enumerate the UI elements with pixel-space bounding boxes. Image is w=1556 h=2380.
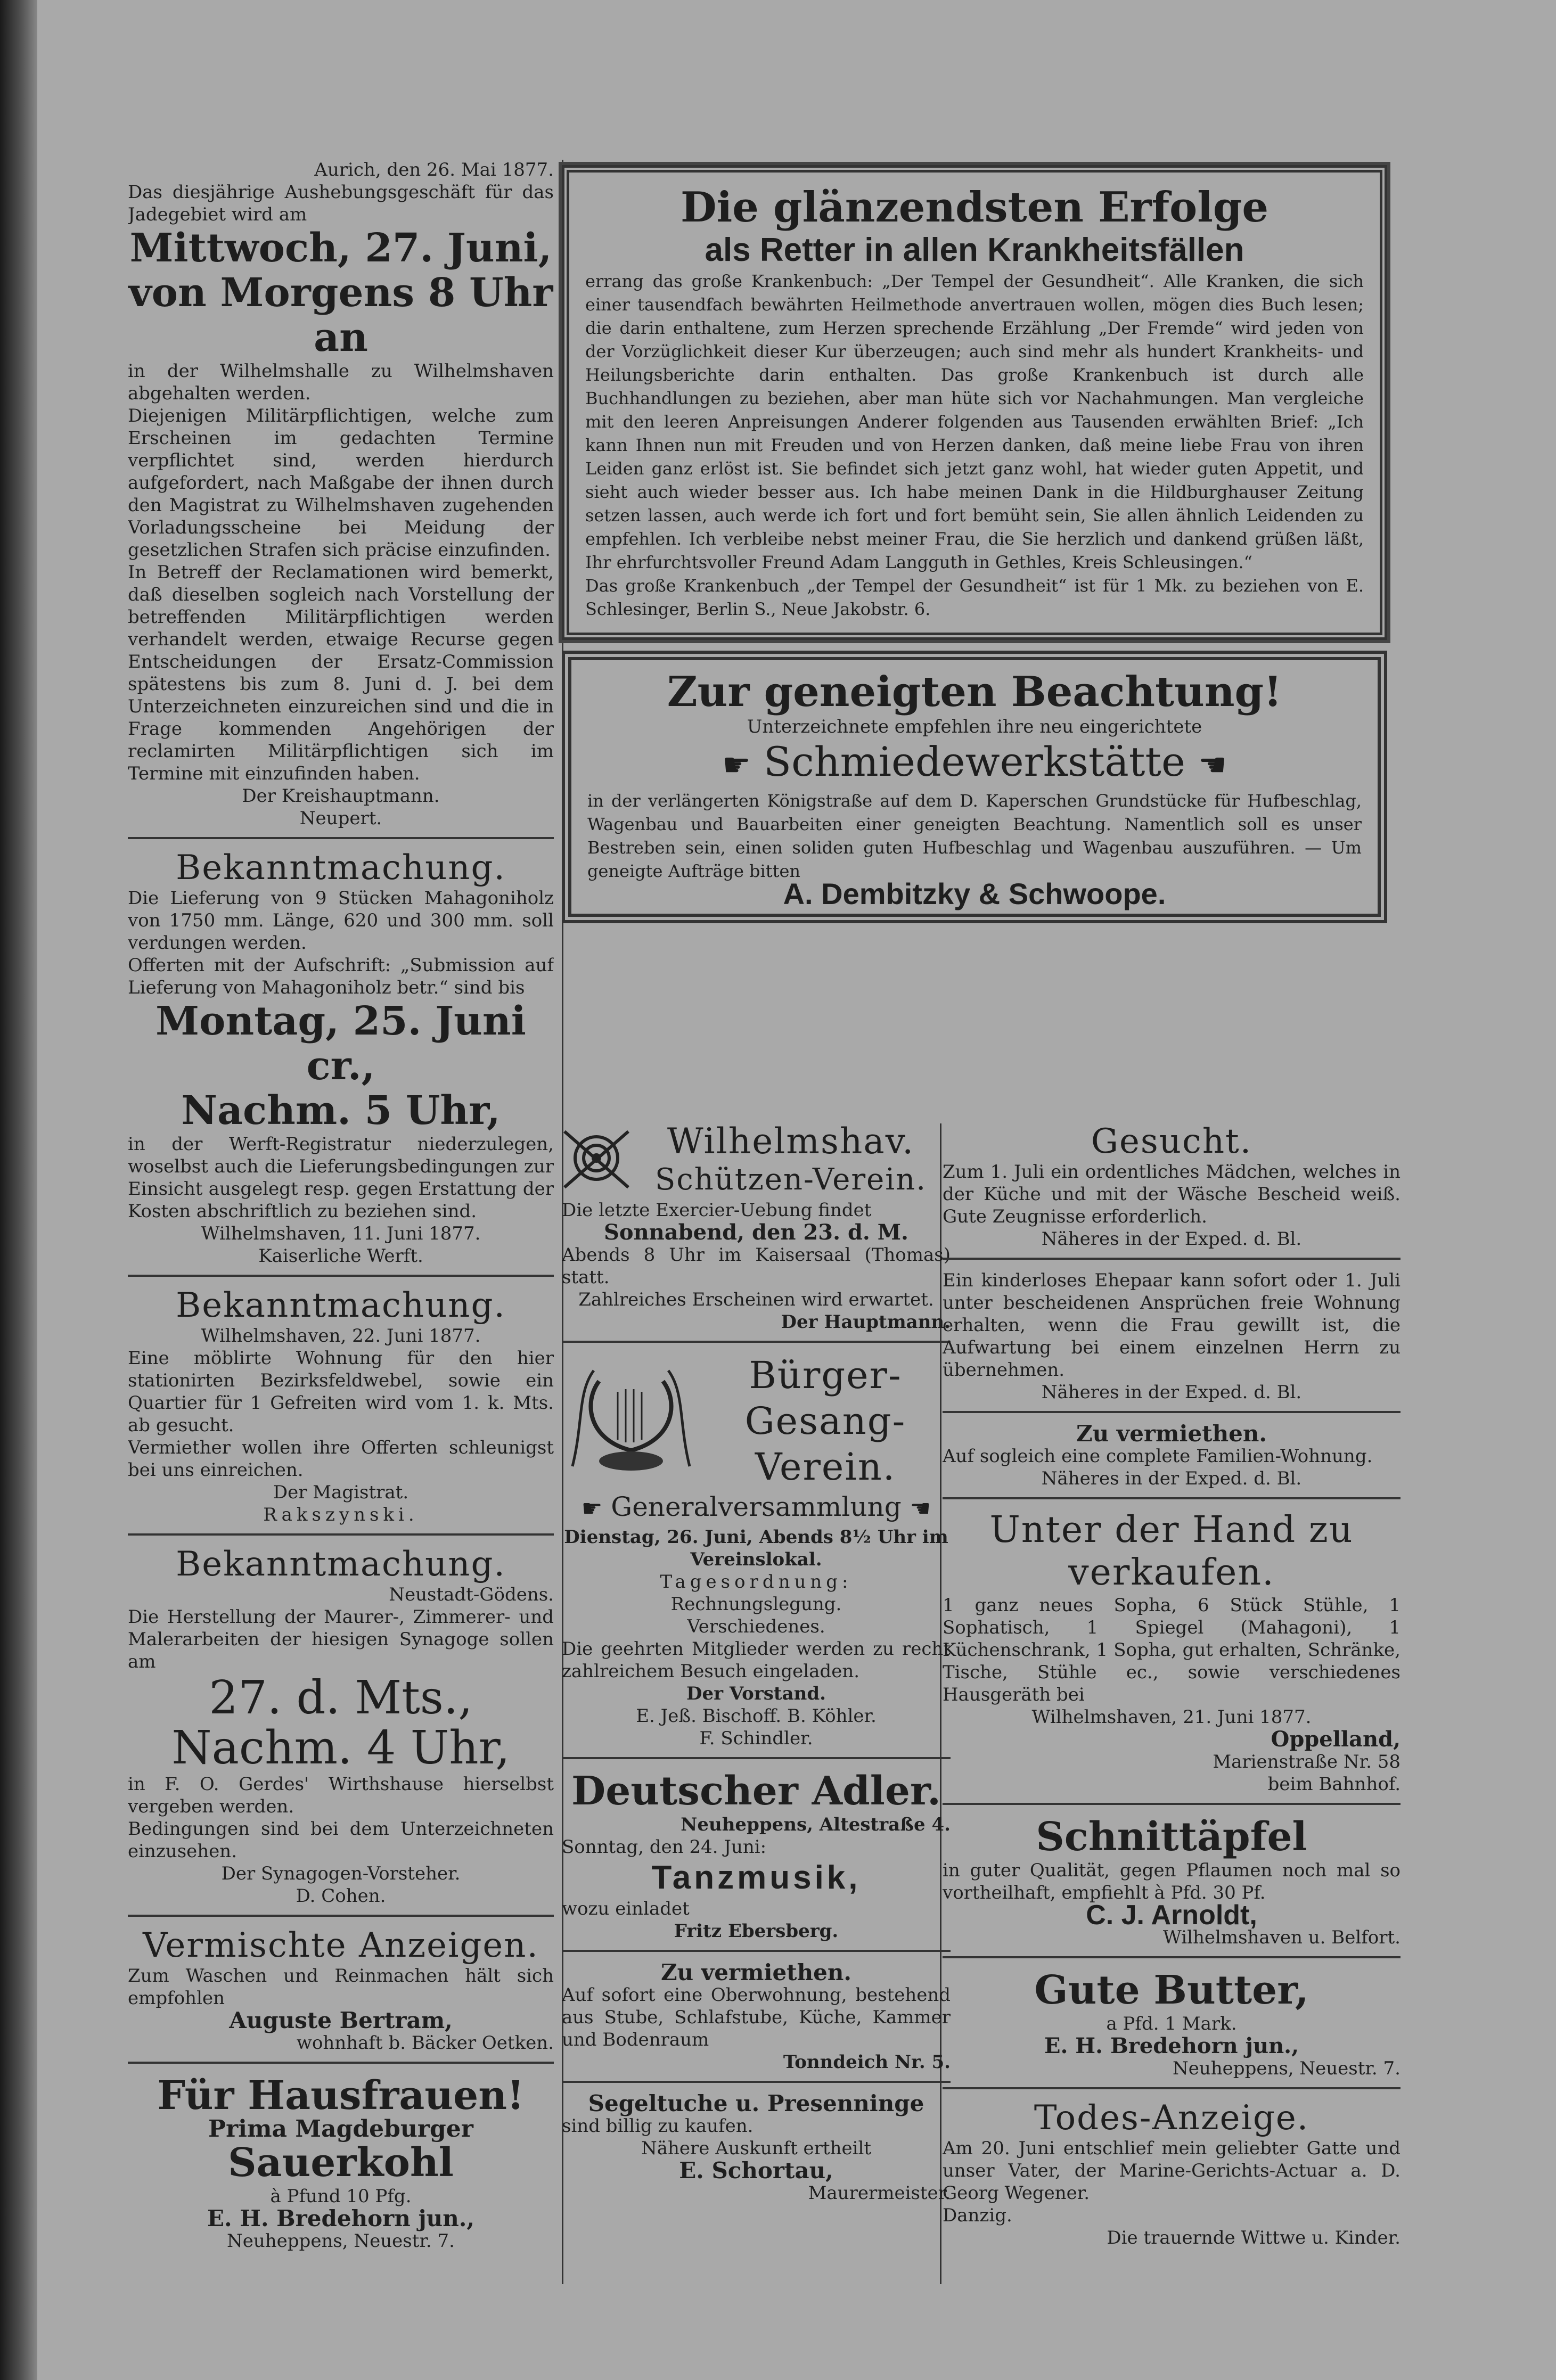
ad-names: F. Schindler. bbox=[699, 1728, 813, 1749]
ad-segeltuche bbox=[562, 2088, 951, 2212]
ad-text: Die Herstellung der Maurer-, Zimmerer- und Malerarbeiten der hiesigen Synagoge sollen am bbox=[128, 1606, 554, 1672]
ad-address: wohnhaft b. Bäcker Oetken. bbox=[296, 2032, 554, 2054]
ad-date-highlight: Montag, 25. Juni cr., bbox=[155, 998, 526, 1089]
ad-signature: Der Hauptmann. bbox=[781, 1311, 951, 1333]
ad-deutscher-adler bbox=[562, 1765, 951, 1952]
ad-schmiede bbox=[562, 651, 1387, 923]
ad-title: Gute Butter, bbox=[1034, 1967, 1309, 2013]
ad-date-highlight: Dienstag, 26. Juni, Abends 8½ Uhr im Vereinslokal. bbox=[564, 1527, 948, 1570]
ad-text: in der verlängerten Königstraße auf dem D. Kaperschen Grundstücke für Hufbeschlag, Wagenbau und Bauarbeiten einer geneigten Beachtung. Namentlich soll es unser Bestreben sein, einen soliden guten Hufbeschlag und Wagenbau auszuführen. — Um geneigte Aufträge bitten bbox=[587, 791, 1362, 881]
ad-time-highlight: von Morgens 8 Uhr an bbox=[128, 270, 553, 360]
ad-text: Nähere Auskunft ertheilt bbox=[641, 2138, 872, 2159]
ad-signature: Der Synagogen-Vorsteher. bbox=[221, 1863, 461, 1884]
ad-bekanntmachung-magistrat bbox=[128, 1282, 554, 1536]
ad-text: Offerten mit der Aufschrift: „Submission auf Lieferung von Mahagoniholz betr.“ sind bis bbox=[128, 955, 554, 998]
ad-title: Wilhelmshav. bbox=[667, 1121, 915, 1162]
target-emblem-icon bbox=[562, 1126, 631, 1195]
ad-schnittaepfel bbox=[943, 1810, 1401, 1958]
ad-title: Unter der Hand zu verkaufen. bbox=[989, 1509, 1354, 1594]
ad-signature: Die trauernde Wittwe u. Kinder. bbox=[1107, 2227, 1401, 2248]
ad-address: Neuheppens, Altestraße 4. bbox=[681, 1814, 951, 1835]
ad-event: Tanzmusik, bbox=[651, 1859, 861, 1896]
ad-title: Verein. bbox=[755, 1445, 896, 1489]
ad-text: Vermiether wollen ihre Offerten schleunigst bei uns einreichen. bbox=[128, 1437, 554, 1481]
column-middle bbox=[562, 1118, 951, 2289]
ad-text: Diejenigen Militärpflichtigen, welche zum Erscheinen im gedachten Termine verpflichtet sind, werden hierdurch aufgefordert, nach Maßgabe der ihnen durch den Magistrat zu Wilhelmshaven zugehenden Vorladungsscheine bei Meidung der gesetzlichen Strafen sich präcise einzufinden. bbox=[128, 405, 554, 561]
ad-schuetzenverein bbox=[562, 1118, 951, 1343]
ad-title: Gesang- bbox=[744, 1399, 906, 1443]
pointing-hand-right-icon: ☛ bbox=[581, 1495, 603, 1522]
ad-title: Zur geneigten Beachtung! bbox=[667, 668, 1282, 716]
ad-title: Die glänzendsten Erfolge bbox=[681, 183, 1268, 232]
ad-agenda-item: Rechnungslegung. bbox=[670, 1594, 842, 1615]
ad-text: in der Wilhelmshalle zu Wilhelmshaven abgehalten werden. bbox=[128, 360, 554, 404]
pointing-hand-left-icon: ☚ bbox=[1198, 746, 1227, 784]
ad-agenda-title: Tagesordnung: bbox=[660, 1571, 853, 1593]
ad-text: Die geehrten Mitglieder werden zu recht zahlreichem Besuch eingeladen. bbox=[562, 1638, 951, 1682]
ad-signature: A. Dembitzky & Schwoope. bbox=[783, 877, 1166, 910]
ad-text: in F. O. Gerdes' Wirthshause hierselbst vergeben werden. bbox=[128, 1774, 554, 1817]
ad-date: Wilhelmshaven, 22. Juni 1877. bbox=[201, 1325, 481, 1347]
pointing-hand-left-icon: ☚ bbox=[910, 1495, 931, 1522]
ad-text: Ein kinderloses Ehepaar kann sofort oder 1. Juli unter bescheidenen Ansprüchen freie Wohnung erhalten, wenn die Frau gewillt ist, die Aufwartung bei einem einzelnen Herrn zu übernehmen. bbox=[943, 1270, 1401, 1381]
ad-signature: C. J. Arnoldt, bbox=[1086, 1900, 1257, 1931]
column-right-top bbox=[546, 160, 1398, 1134]
ad-text: errang das große Krankenbuch: „Der Tempel der Gesundheit“. Alle Kranken, die sich einer tausendfach bewährten Heilmethode anvertrauen wollen, mögen dies Buch lesen; die darin enthaltene, zum Herzen sprechende Erzählung „Der Fremde“ wird jeden von der Vorzüglichkeit dieser Kur überzeugen; auch sind mehr als hundert Krankheits- und Heilungsberichte darin enthalten. Das große Krankenbuch ist durch alle Buchhandlungen zu beziehen, aber man hüte sich vor Nachahmungen. Man vergleiche mit den leeren Anpreisungen Anderer folgenden aus Tausenden erwählten Brief: „Ich kann Ihnen nun mit Freuden und von Herzen danken, daß meine liebe Frau von ihren Leiden ganz erlöst ist. Sie befindet sich jetzt ganz wohl, hat wieder guten Appetit, und sieht auch wieder besser aus. Ich habe meinen Dank in die Hildburghauser Zeitung setzen lassen, auch werde ich fort und fort bemüht sein, Sie allen ähnlich Leidenden zu empfehlen. Ich verbleibe nebst meiner Frau, die Sie herzlich und dankend grüßen läßt, Ihr ehrfurchtsvoller Freund Adam Langguth in Gethles, Kreis Schleusingen.“ bbox=[585, 271, 1364, 572]
ad-sauerkohl bbox=[128, 2069, 554, 2260]
ad-text: Näheres in der Exped. d. Bl. bbox=[1041, 1468, 1302, 1489]
ad-text: Auf sofort eine Oberwohnung, bestehend aus Stube, Schlafstube, Küche, Kammer und Bodenraum bbox=[562, 1984, 951, 2050]
ad-gesucht bbox=[943, 1118, 1401, 1260]
ad-text: in der Werft-Registratur niederzulegen, woselbst auch die Lieferungsbedingungen zur Einsicht ausgelegt resp. gegen Erstattung der Kosten abschriftlich zu beziehen sind. bbox=[128, 1134, 554, 1222]
ad-item: Sauerkohl bbox=[228, 2140, 454, 2186]
ad-text: Am 20. Juni entschlief mein geliebter Gatte und unser Vater, der Marine-Gerichts-Actuar a. D. Georg Wegener. bbox=[943, 2138, 1401, 2204]
ad-signature: Der Vorstand. bbox=[686, 1683, 826, 1704]
ad-title-block bbox=[700, 1352, 951, 1490]
ad-heading-text: Generalversammlung bbox=[611, 1491, 902, 1522]
ad-price: à Pfund 10 Pfg. bbox=[270, 2186, 412, 2207]
ad-bekanntmachung-werft bbox=[128, 844, 554, 1277]
ad-title: Bekanntmachung. bbox=[176, 1286, 506, 1325]
ad-title: Zu vermiethen. bbox=[1076, 1421, 1267, 1447]
ad-text: Die Lieferung von 9 Stücken Mahagoniholz von 1750 mm. Länge, 620 und 300 mm. soll verdungen werden. bbox=[128, 888, 554, 954]
ad-shop-line bbox=[587, 738, 1362, 789]
ad-text: Bedingungen sind bei dem Unterzeichneten einzusehen. bbox=[128, 1818, 554, 1862]
ad-header bbox=[562, 1122, 951, 1199]
column-right bbox=[943, 1118, 1401, 2289]
ad-place: Danzig. bbox=[943, 2205, 1012, 2226]
ad-text: 1 ganz neues Sopha, 6 Stück Stühle, 1 Sophatisch, 1 Spiegel (Mahagoni), 1 Küchenschrank, 1 Sopha, gut erhalten, Schränke, Tische, Stühle ec., sowie verschiedenes Hausgeräth bei bbox=[943, 1595, 1401, 1705]
book-gutter bbox=[0, 0, 37, 2380]
ad-place: Neustadt-Gödens. bbox=[389, 1584, 554, 1605]
ad-title: Schnittäpfel bbox=[1036, 1814, 1307, 1860]
ad-title: Gesucht. bbox=[1091, 1122, 1252, 1161]
ad-names: E. Jeß. Bischoff. B. Köhler. bbox=[636, 1705, 877, 1727]
ad-todesanzeige bbox=[943, 2095, 1401, 2256]
ad-title-block bbox=[631, 1122, 951, 1199]
ad-title: Schützen-Verein. bbox=[654, 1162, 927, 1197]
ad-text: In Betreff der Reclamationen wird bemerkt, daß dieselben sogleich nach Vorstellung der betreffenden Militärpflichtigen werden verhandelt werden, etwaige Recurse gegen Entscheidungen der Ersatz-Commission spätestens bis zum 8. Juni d. J. bei dem Unterzeichneten einzureichen sind und die in Frage kommenden Angehörigen der reclamirten Militärpflichtigen sich im Termine mit einzufinden haben. bbox=[128, 562, 554, 784]
ad-aushebung bbox=[128, 154, 554, 839]
ad-title: Segeltuche u. Presenninge bbox=[588, 2090, 924, 2116]
ad-signature: Rakszynski. bbox=[263, 1504, 419, 1525]
ad-address: beim Bahnhof. bbox=[1267, 1774, 1401, 1795]
ad-title: Zu vermiethen. bbox=[660, 1959, 851, 1985]
ad-signature: Maurermeister. bbox=[808, 2182, 951, 2204]
ad-text: wozu einladet bbox=[562, 1898, 690, 1919]
ad-text: Das diesjährige Aushebungsgeschäft für das Jadegebiet wird am bbox=[128, 182, 554, 225]
ad-text: Abends 8 Uhr im Kaisersaal (Thomas) statt. bbox=[562, 1244, 951, 1288]
ad-title: Deutscher Adler. bbox=[571, 1768, 941, 1814]
ad-ehepaar bbox=[943, 1265, 1401, 1413]
ad-signature: Der Kreishauptmann. bbox=[242, 785, 440, 807]
ad-title: Bürger- bbox=[749, 1353, 902, 1397]
ad-text: Eine möblirte Wohnung für den hier stationirten Bezirksfeldwebel, sowie ein Quartier für 1 Gefreiten wird vom 1. k. Mts. ab gesucht. bbox=[128, 1348, 554, 1436]
ad-subtitle: als Retter in allen Krankheitsfällen bbox=[705, 232, 1244, 268]
ad-text: in guter Qualität, gegen Pflaumen noch mal so vortheilhaft, empfiehlt à Pfd. 30 Pf. bbox=[943, 1860, 1401, 1903]
ad-text: Zum 1. Juli ein ordentliches Mädchen, welches in der Küche und mit der Wäsche Bescheid weiß. Gute Zeugnisse erforderlich. bbox=[943, 1161, 1401, 1227]
ad-text: Näheres in der Exped. d. Bl. bbox=[1041, 1228, 1302, 1250]
ad-signature: E. Schortau, bbox=[679, 2157, 833, 2184]
ad-title: Bekanntmachung. bbox=[176, 848, 506, 888]
ad-signature: E. H. Bredehorn jun., bbox=[1044, 2033, 1299, 2058]
ad-gesangverein bbox=[562, 1348, 951, 1759]
ad-name: Auguste Bertram, bbox=[229, 2007, 453, 2033]
ad-title: Todes-Anzeige. bbox=[1034, 2098, 1309, 2138]
ad-time-highlight: Nachm. 5 Uhr, bbox=[181, 1088, 501, 1134]
ad-title: Für Hausfrauen! bbox=[157, 2073, 525, 2119]
ad-heading bbox=[562, 1490, 951, 1526]
ad-date-highlight: Sonnabend, den 23. d. M. bbox=[604, 1220, 908, 1245]
ad-address: Neuheppens, Neuestr. 7. bbox=[227, 2230, 455, 2252]
ad-butter bbox=[943, 1964, 1401, 2089]
ad-text: Die letzte Exercier-Uebung findet bbox=[562, 1200, 872, 1221]
ad-signature: Der Magistrat. bbox=[273, 1482, 409, 1503]
ad-bekanntmachung-synagoge bbox=[128, 1541, 554, 1917]
ad-name: E. H. Bredehorn jun., bbox=[207, 2205, 474, 2231]
ad-vermiethen-familie bbox=[943, 1418, 1401, 1499]
ad-date: Wilhelmshaven, 11. Juni 1877. bbox=[201, 1223, 481, 1244]
ad-text: Zum Waschen und Reinmachen hält sich empfohlen bbox=[128, 1965, 554, 2009]
ad-verkaufen bbox=[943, 1505, 1401, 1805]
ad-agenda-item: Verschiedenes. bbox=[687, 1616, 825, 1637]
ad-date: Sonntag, den 24. Juni: bbox=[562, 1836, 767, 1858]
ad-intro: Unterzeichnete empfehlen ihre neu eingerichtete bbox=[747, 716, 1202, 737]
ad-signature: Oppelland, bbox=[1271, 1727, 1401, 1752]
ad-address: Marienstraße Nr. 58 bbox=[1213, 1751, 1401, 1772]
ad-price: a Pfd. 1 Mark. bbox=[1106, 2013, 1237, 2034]
ad-time-highlight: Nachm. 4 Uhr, bbox=[171, 1721, 510, 1775]
ad-text: sind billig zu kaufen. bbox=[562, 2115, 754, 2137]
ad-text: Zahlreiches Erscheinen wird erwartet. bbox=[578, 1289, 934, 1310]
ad-address: Tonndeich Nr. 5. bbox=[783, 2051, 951, 2073]
ad-title: Bekanntmachung. bbox=[176, 1545, 506, 1584]
ad-krankenbuch bbox=[562, 165, 1387, 640]
ad-date: Wilhelmshaven, 21. Juni 1877. bbox=[1031, 1706, 1312, 1728]
ad-date: Aurich, den 26. Mai 1877. bbox=[314, 159, 554, 180]
pointing-hand-right-icon: ☛ bbox=[722, 746, 751, 784]
lyre-emblem-icon bbox=[562, 1360, 700, 1482]
ad-vermischte bbox=[128, 1922, 554, 2064]
ad-signature: D. Cohen. bbox=[296, 1885, 386, 1907]
ad-address: Wilhelmshaven u. Belfort. bbox=[1162, 1927, 1401, 1948]
ad-text: Das große Krankenbuch „der Tempel der Gesundheit“ ist für 1 Mk. zu beziehen von E. Schlesinger, Berlin S., Neue Jakobstr. 6. bbox=[585, 576, 1364, 619]
ad-title: Vermischte Anzeigen. bbox=[143, 1926, 539, 1965]
ad-header bbox=[562, 1352, 951, 1490]
ad-signature: Fritz Ebersberg. bbox=[674, 1921, 839, 1942]
ad-date-highlight: 27. d. Mts., bbox=[209, 1671, 473, 1725]
ad-signature: Kaiserliche Werft. bbox=[258, 1245, 423, 1267]
ad-address: Neuheppens, Neuestr. 7. bbox=[1173, 2058, 1401, 2079]
ad-shop-name: Schmiedewerkstätte bbox=[764, 738, 1185, 785]
ad-text: Auf sogleich eine complete Familien-Wohnung. bbox=[943, 1446, 1373, 1467]
ad-signature: Neupert. bbox=[299, 808, 382, 829]
ad-subtitle: Prima Magdeburger bbox=[208, 2115, 473, 2143]
column-left bbox=[128, 154, 554, 2300]
ad-date-highlight: Mittwoch, 27. Juni, bbox=[129, 225, 552, 271]
ad-vermiethen-tonndeich bbox=[562, 1957, 951, 2083]
ad-text: Näheres in der Exped. d. Bl. bbox=[1041, 1382, 1302, 1403]
